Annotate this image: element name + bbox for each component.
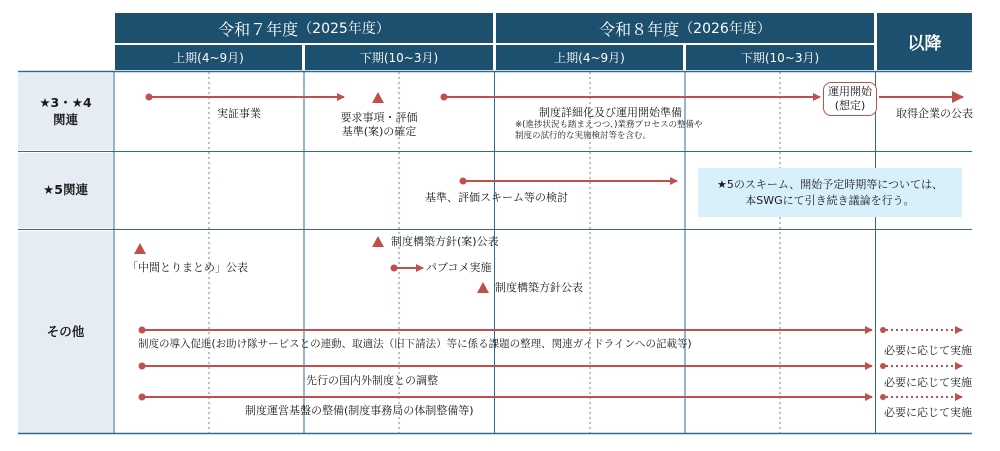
publish-label: 取得企業の公表	[896, 107, 973, 120]
star5-callout: ★5のスキーム、開始予定時期等については、 本SWGにて引き続き議論を行う。	[698, 168, 962, 217]
header-fy2025-year: （2025年度）	[298, 21, 390, 37]
review-label: 基準、評価スキーム等の検討	[425, 191, 568, 204]
requirements-milestone	[372, 92, 384, 103]
as-needed-label-1: 必要に応じて実施	[884, 344, 972, 357]
promotion-label: 制度の導入促進(お助け隊サービスとの連動、取適法（旧下請法）等に係る課題の整理、関連ガイドラインへの記載等)	[138, 338, 692, 350]
header-h2-2025: 下期(10~3月)	[305, 45, 493, 70]
requirements-label: 要求事項・評価 基準(案)の確定	[340, 111, 418, 139]
intl-label: 先行の国内外制度との調整	[306, 374, 438, 387]
row-label-other: その他	[18, 231, 113, 433]
infra-later-dot	[880, 394, 886, 400]
header-h1-2025: 上期(4~9月)	[115, 45, 302, 70]
intl-later-dot	[880, 363, 886, 369]
row-label-star34: ★3・★4 関連	[18, 73, 113, 150]
infra-label: 制度運営基盤の整備(制度事務局の体制整備等)	[245, 404, 474, 417]
policy-draft-label: 制度構築方針(案)公表	[391, 235, 499, 248]
as-needed-label-3: 必要に応じて実施	[884, 406, 972, 419]
policy-draft-milestone	[372, 236, 384, 247]
header-h1-2026: 上期(4~9月)	[496, 45, 683, 70]
header-h2-2026: 下期(10~3月)	[686, 45, 874, 70]
header-fy2025-label: 令和７年度	[218, 19, 299, 39]
promotion-later-dot	[880, 327, 886, 333]
detail-label: 制度詳細化及び運用開始準備	[539, 106, 682, 119]
interim-milestone	[134, 243, 146, 254]
header-later: 以降	[877, 13, 972, 70]
policy-final-label: 制度構築方針公表	[495, 281, 583, 294]
demo-label: 実証事業	[217, 107, 261, 120]
pubcomment-label: パブコメ実施	[426, 261, 492, 274]
as-needed-label-2: 必要に応じて実施	[884, 376, 972, 389]
launch-box: 運用開始 (想定)	[823, 82, 877, 116]
detail-note: ※(進捗状況も踏まえつつ、)業務プロセスの整備や 制度の試行的な実施検討等を含む。	[515, 120, 703, 142]
header-fy2026-label: 令和８年度	[599, 19, 680, 39]
interim-label: 「中間とりまとめ」公表	[127, 261, 248, 274]
policy-final-milestone	[477, 282, 489, 293]
header-fy2026-year: （2026年度）	[679, 21, 771, 37]
row-label-star5: ★5関連	[18, 153, 113, 228]
